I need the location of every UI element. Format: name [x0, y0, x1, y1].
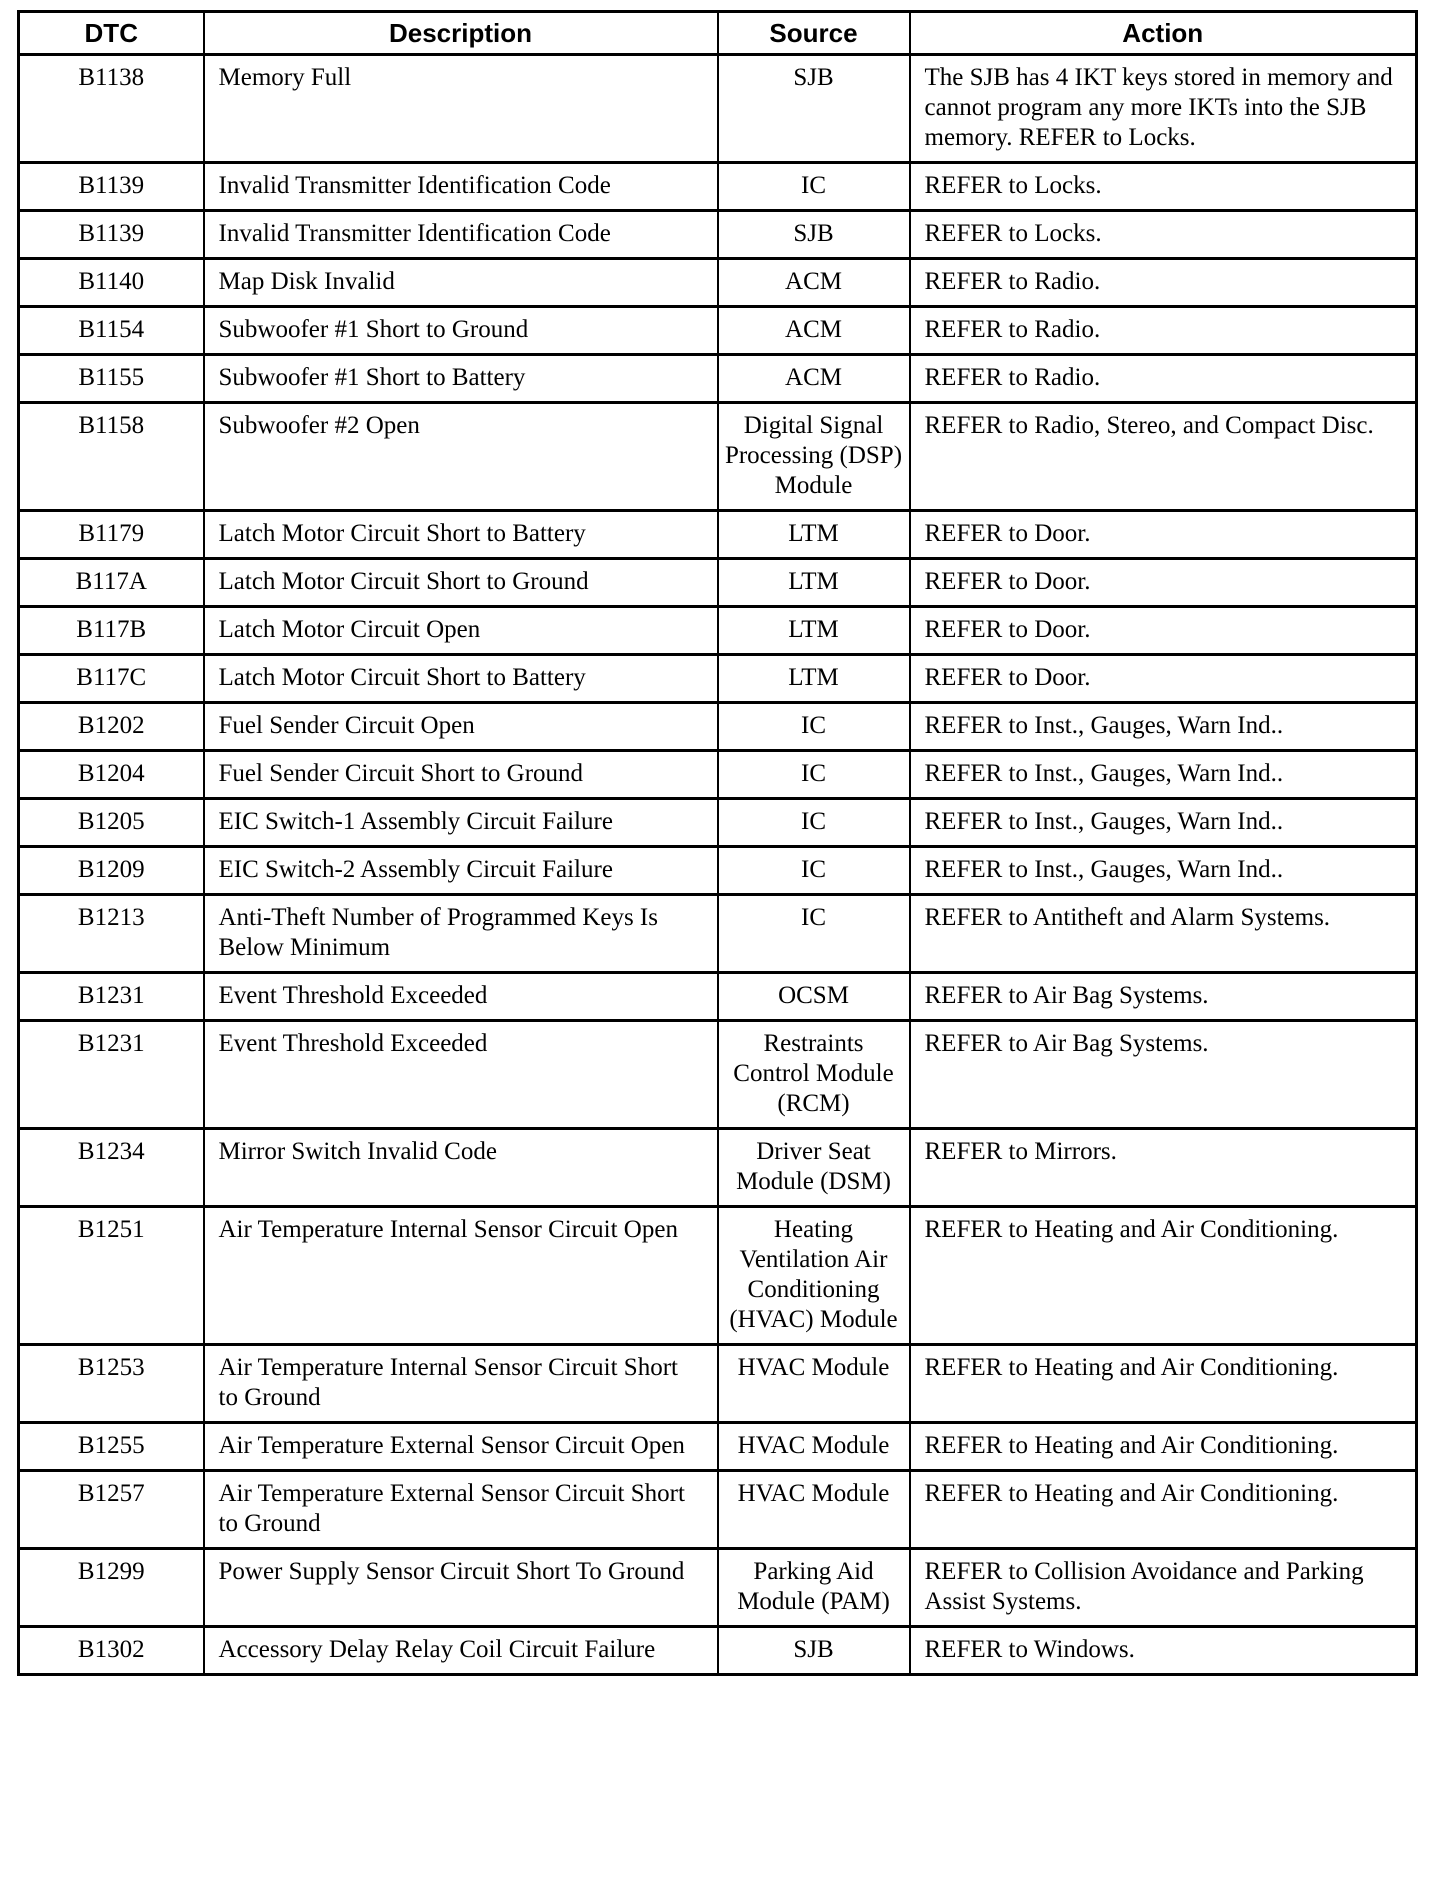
description-cell: Air Temperature External Sensor Circuit Short to Ground: [204, 1471, 718, 1549]
dtc-cell: B1202: [19, 703, 204, 751]
source-cell: Parking Aid Module (PAM): [718, 1549, 910, 1627]
table-row: [19, 703, 1417, 751]
description-cell: Latch Motor Circuit Open: [204, 607, 718, 655]
action-cell: REFER to Radio.: [910, 307, 1417, 355]
description-cell: Air Temperature Internal Sensor Circuit Open: [204, 1207, 718, 1345]
action-cell: REFER to Inst., Gauges, Warn Ind..: [910, 703, 1417, 751]
source-cell: ACM: [718, 355, 910, 403]
dtc-cell: B1231: [19, 1021, 204, 1129]
description-cell: Air Temperature Internal Sensor Circuit Short to Ground: [204, 1345, 718, 1423]
description-cell: Latch Motor Circuit Short to Ground: [204, 559, 718, 607]
action-cell: REFER to Locks.: [910, 163, 1417, 211]
description-cell: Fuel Sender Circuit Open: [204, 703, 718, 751]
dtc-cell: B1234: [19, 1129, 204, 1207]
description-cell: Event Threshold Exceeded: [204, 973, 718, 1021]
action-cell: The SJB has 4 IKT keys stored in memory and cannot program any more IKTs into the SJB memory. REFER to Locks.: [910, 55, 1417, 163]
description-cell: Power Supply Sensor Circuit Short To Ground: [204, 1549, 718, 1627]
header-action: Action: [910, 12, 1417, 55]
source-cell: IC: [718, 799, 910, 847]
header-description: Description: [204, 12, 718, 55]
table-row: [19, 355, 1417, 403]
source-cell: HVAC Module: [718, 1423, 910, 1471]
source-cell: LTM: [718, 511, 910, 559]
table-row: [19, 511, 1417, 559]
dtc-cell: B1140: [19, 259, 204, 307]
header-dtc: DTC: [19, 12, 204, 55]
dtc-cell: B1204: [19, 751, 204, 799]
dtc-cell: B1179: [19, 511, 204, 559]
table-row: [19, 1627, 1417, 1675]
dtc-cell: B1158: [19, 403, 204, 511]
description-cell: Invalid Transmitter Identification Code: [204, 163, 718, 211]
action-cell: REFER to Collision Avoidance and Parking Assist Systems.: [910, 1549, 1417, 1627]
action-cell: REFER to Air Bag Systems.: [910, 973, 1417, 1021]
action-cell: REFER to Heating and Air Conditioning.: [910, 1207, 1417, 1345]
description-cell: Air Temperature External Sensor Circuit Open: [204, 1423, 718, 1471]
dtc-cell: B1138: [19, 55, 204, 163]
action-cell: REFER to Antitheft and Alarm Systems.: [910, 895, 1417, 973]
action-cell: REFER to Heating and Air Conditioning.: [910, 1423, 1417, 1471]
source-cell: LTM: [718, 607, 910, 655]
description-cell: Fuel Sender Circuit Short to Ground: [204, 751, 718, 799]
action-cell: REFER to Door.: [910, 511, 1417, 559]
table-row: [19, 307, 1417, 355]
dtc-cell: B1302: [19, 1627, 204, 1675]
dtc-cell: B1231: [19, 973, 204, 1021]
table-row: [19, 1021, 1417, 1129]
description-cell: Event Threshold Exceeded: [204, 1021, 718, 1129]
description-cell: Mirror Switch Invalid Code: [204, 1129, 718, 1207]
table-row: [19, 163, 1417, 211]
dtc-cell: B117C: [19, 655, 204, 703]
description-cell: Subwoofer #2 Open: [204, 403, 718, 511]
dtc-cell: B1139: [19, 211, 204, 259]
table-row: [19, 1207, 1417, 1345]
action-cell: REFER to Door.: [910, 655, 1417, 703]
table-row: [19, 259, 1417, 307]
source-cell: IC: [718, 847, 910, 895]
dtc-cell: B117A: [19, 559, 204, 607]
action-cell: REFER to Windows.: [910, 1627, 1417, 1675]
table-header-row: [19, 12, 1417, 55]
description-cell: Accessory Delay Relay Coil Circuit Failure: [204, 1627, 718, 1675]
action-cell: REFER to Locks.: [910, 211, 1417, 259]
table-row: [19, 799, 1417, 847]
source-cell: Digital Signal Processing (DSP) Module: [718, 403, 910, 511]
dtc-cell: B1299: [19, 1549, 204, 1627]
dtc-cell: B1257: [19, 1471, 204, 1549]
table-row: [19, 211, 1417, 259]
table-row: [19, 559, 1417, 607]
source-cell: SJB: [718, 55, 910, 163]
table-row: [19, 55, 1417, 163]
description-cell: EIC Switch-2 Assembly Circuit Failure: [204, 847, 718, 895]
table-row: [19, 655, 1417, 703]
action-cell: REFER to Radio, Stereo, and Compact Disc.: [910, 403, 1417, 511]
source-cell: IC: [718, 163, 910, 211]
source-cell: Restraints Control Module (RCM): [718, 1021, 910, 1129]
action-cell: REFER to Radio.: [910, 259, 1417, 307]
action-cell: REFER to Inst., Gauges, Warn Ind..: [910, 751, 1417, 799]
table-row: [19, 973, 1417, 1021]
description-cell: Invalid Transmitter Identification Code: [204, 211, 718, 259]
source-cell: Heating Ventilation Air Conditioning (HVAC) Module: [718, 1207, 910, 1345]
header-source: Source: [718, 12, 910, 55]
table-row: [19, 895, 1417, 973]
description-cell: Latch Motor Circuit Short to Battery: [204, 655, 718, 703]
action-cell: REFER to Heating and Air Conditioning.: [910, 1345, 1417, 1423]
table-row: [19, 1471, 1417, 1549]
dtc-cell: B1253: [19, 1345, 204, 1423]
description-cell: Subwoofer #1 Short to Battery: [204, 355, 718, 403]
table-row: [19, 607, 1417, 655]
dtc-cell: B1213: [19, 895, 204, 973]
action-cell: REFER to Inst., Gauges, Warn Ind..: [910, 847, 1417, 895]
table-row: [19, 1423, 1417, 1471]
action-cell: REFER to Mirrors.: [910, 1129, 1417, 1207]
dtc-cell: B1209: [19, 847, 204, 895]
source-cell: OCSM: [718, 973, 910, 1021]
source-cell: Driver Seat Module (DSM): [718, 1129, 910, 1207]
action-cell: REFER to Door.: [910, 559, 1417, 607]
dtc-cell: B117B: [19, 607, 204, 655]
source-cell: ACM: [718, 259, 910, 307]
dtc-cell: B1155: [19, 355, 204, 403]
action-cell: REFER to Inst., Gauges, Warn Ind..: [910, 799, 1417, 847]
table-row: [19, 847, 1417, 895]
source-cell: HVAC Module: [718, 1471, 910, 1549]
description-cell: EIC Switch-1 Assembly Circuit Failure: [204, 799, 718, 847]
source-cell: HVAC Module: [718, 1345, 910, 1423]
dtc-cell: B1139: [19, 163, 204, 211]
action-cell: REFER to Air Bag Systems.: [910, 1021, 1417, 1129]
source-cell: SJB: [718, 211, 910, 259]
table-row: [19, 1129, 1417, 1207]
source-cell: SJB: [718, 1627, 910, 1675]
action-cell: REFER to Heating and Air Conditioning.: [910, 1471, 1417, 1549]
dtc-cell: B1205: [19, 799, 204, 847]
source-cell: LTM: [718, 559, 910, 607]
dtc-cell: B1154: [19, 307, 204, 355]
source-cell: IC: [718, 751, 910, 799]
description-cell: Subwoofer #1 Short to Ground: [204, 307, 718, 355]
action-cell: REFER to Radio.: [910, 355, 1417, 403]
source-cell: IC: [718, 703, 910, 751]
source-cell: IC: [718, 895, 910, 973]
table-row: [19, 403, 1417, 511]
source-cell: LTM: [718, 655, 910, 703]
description-cell: Memory Full: [204, 55, 718, 163]
action-cell: REFER to Door.: [910, 607, 1417, 655]
dtc-cell: B1251: [19, 1207, 204, 1345]
table-row: [19, 751, 1417, 799]
description-cell: Anti-Theft Number of Programmed Keys Is Below Minimum: [204, 895, 718, 973]
dtc-table: [17, 10, 1418, 1676]
table-row: [19, 1345, 1417, 1423]
description-cell: Map Disk Invalid: [204, 259, 718, 307]
table-row: [19, 1549, 1417, 1627]
source-cell: ACM: [718, 307, 910, 355]
dtc-cell: B1255: [19, 1423, 204, 1471]
description-cell: Latch Motor Circuit Short to Battery: [204, 511, 718, 559]
